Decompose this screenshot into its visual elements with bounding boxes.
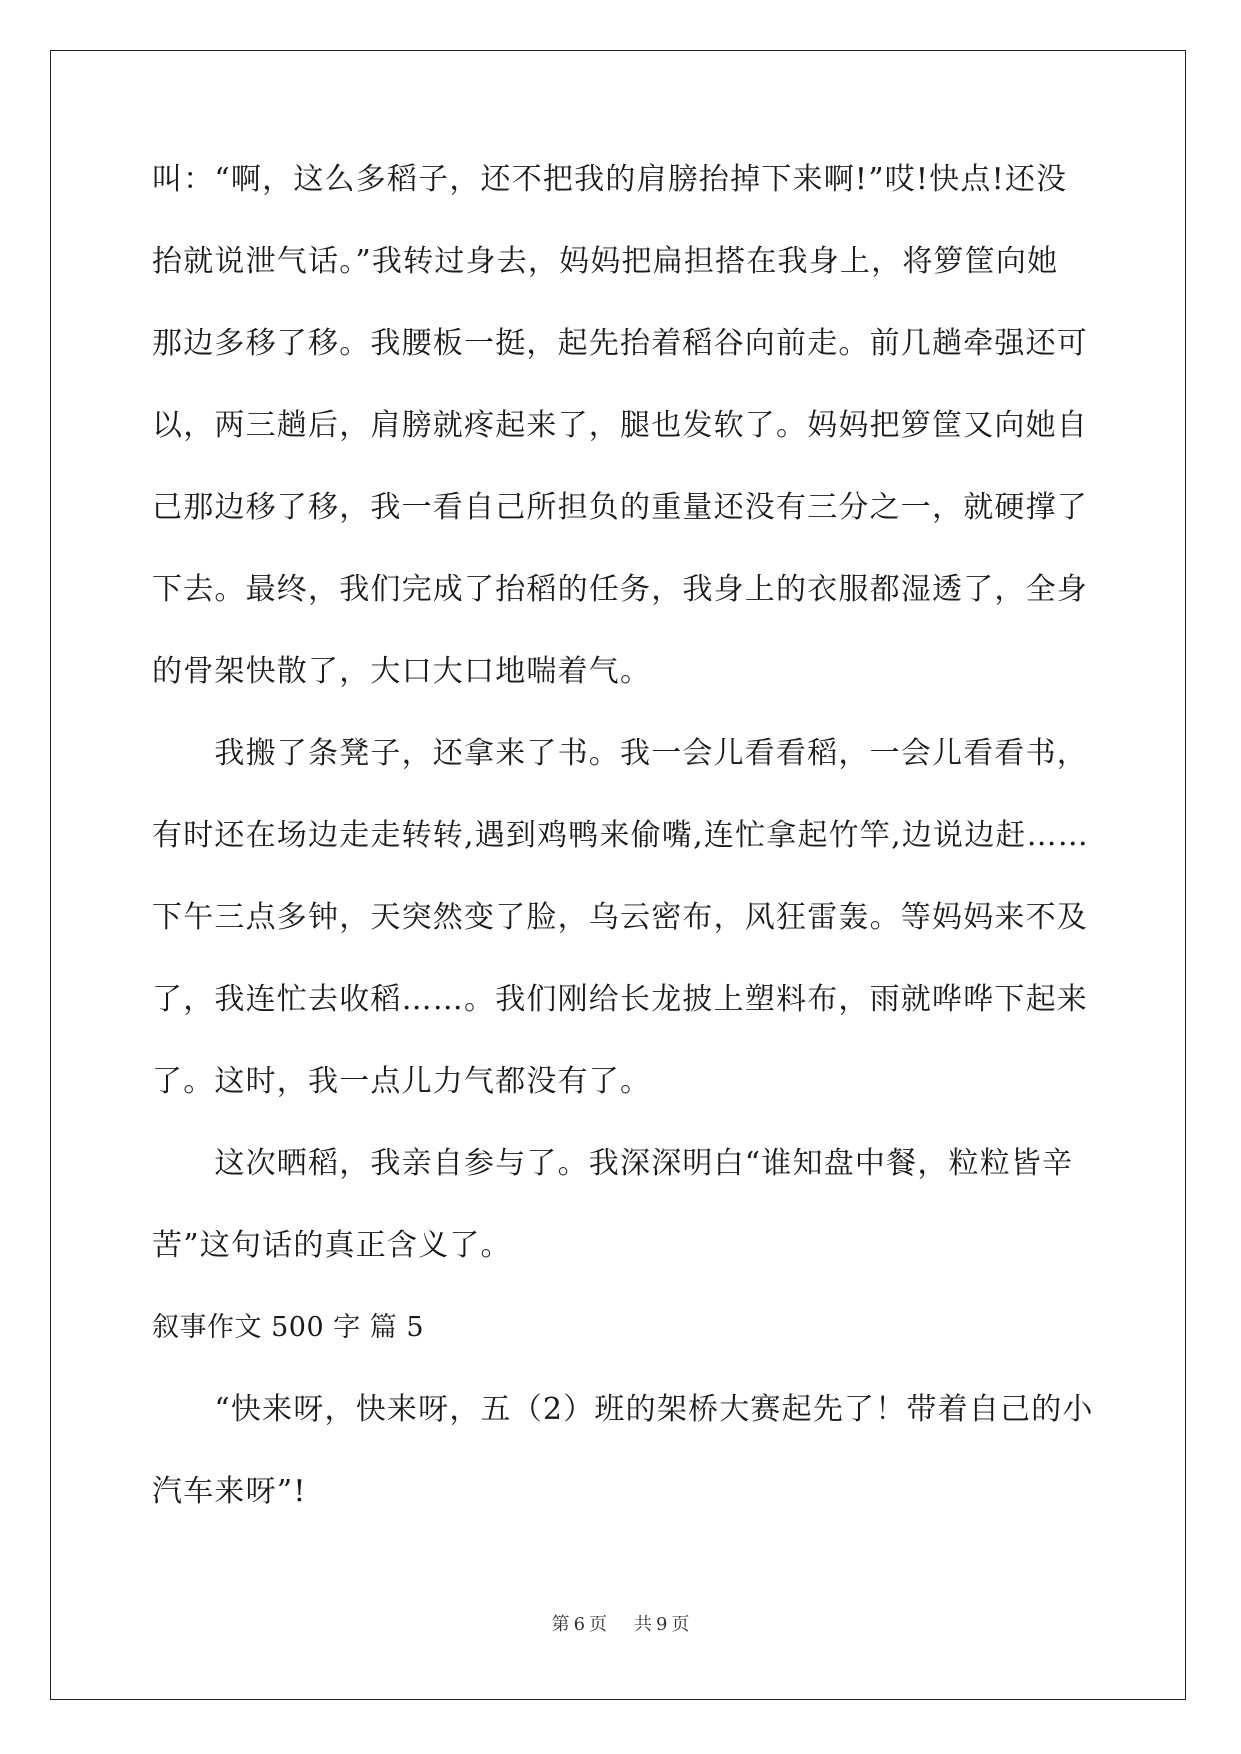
document-body: [152, 160, 1092, 1512]
page-footer: [0, 1610, 1241, 1636]
text-line: 以，两三趟后，肩膀就疼起来了，腿也发软了。妈妈把箩筐又向她自: [152, 408, 1088, 443]
section-heading: 叙事作文 500 字 篇 5: [152, 1312, 425, 1343]
text-line: 有时还在场边走走转转,遇到鸡鸭来偷嘴,连忙拿起竹竿,边说边赶……: [152, 818, 1090, 853]
text-line: 抬就说泄气话。”我转过身去，妈妈把扁担搭在我身上，将箩筐向她: [152, 244, 1059, 279]
text-line: “快来呀，快来呀，五（2）班的架桥大赛起先了！带着自己的小: [152, 1392, 1094, 1427]
footer-total-prefix: 共: [633, 1614, 652, 1635]
text-line: 下午三点多钟，天突然变了脸，乌云密布，风狂雷轰。等妈妈来不及: [152, 900, 1088, 935]
text-line: 那边多移了移。我腰板一挺，起先抬着稻谷向前走。前几趟牵强还可: [152, 326, 1088, 361]
text-line: 了。这时，我一点儿力气都没有了。: [152, 1064, 652, 1099]
footer-total-unit: 页: [671, 1614, 690, 1635]
text-line: 了，我连忙去收稻……。我们刚给长龙披上塑料布，雨就哗哗下起来: [152, 982, 1088, 1017]
text-line: 己那边移了移，我一看自己所担负的重量还没有三分之一，就硬撑了: [152, 490, 1088, 525]
footer-prefix: 第: [551, 1614, 570, 1635]
text-line: 叫：“啊，这么多稻子，还不把我的肩膀抬掉下来啊!”哎!快点!还没: [152, 162, 1068, 197]
page-number: 6: [573, 1614, 586, 1635]
text-line: 汽车来呀”!: [152, 1474, 307, 1509]
text-line: 下去。最终，我们完成了抬稻的任务，我身上的衣服都湿透了，全身: [152, 572, 1088, 607]
text-line: 的骨架快散了，大口大口地喘着气。: [152, 654, 652, 689]
text-line: 这次晒稻，我亲自参与了。我深深明白“谁知盘中餐，粒粒皆辛: [152, 1146, 1074, 1181]
text-line: 我搬了条凳子，还拿来了书。我一会儿看看稻，一会儿看看书，: [152, 736, 1088, 771]
text-line: 苦”这句话的真正含义了。: [152, 1228, 512, 1263]
footer-page-unit: 页: [589, 1614, 608, 1635]
total-pages: 9: [655, 1614, 668, 1635]
